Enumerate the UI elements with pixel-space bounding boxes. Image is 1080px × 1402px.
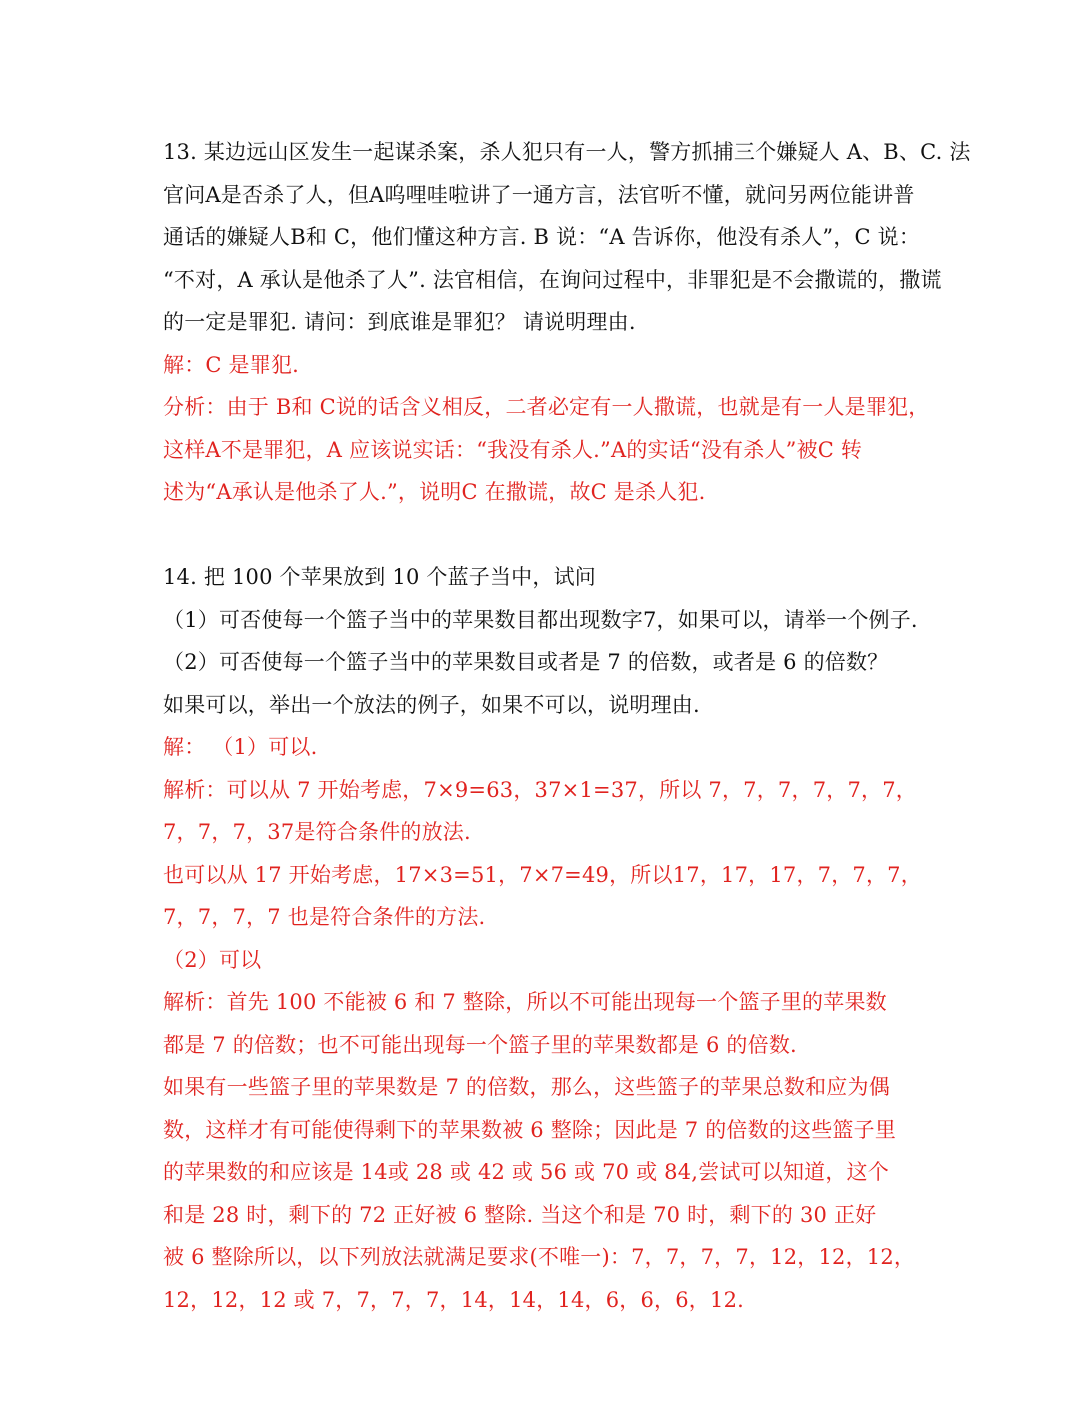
p14-answer-line-6: （2）可以: [163, 948, 262, 972]
p14-answer-line-12: 和是 28 时，剩下的 72 正好被 6 整除. 当这个和是 70 时，剩下的 30 正好: [163, 1203, 877, 1227]
p14-answer-line-10: 数，这样才有可能使得剩下的苹果数被 6 整除；因此是 7 的倍数的这些篮子里: [163, 1118, 897, 1142]
p13-answer: 解：C 是罪犯.: [163, 353, 300, 377]
p14-answer-line-4: 也可以从 17 开始考虑，17×3=51，7×7=49，所以17，17，17，7，7，7，: [163, 863, 922, 887]
p14-answer-line-7: 解析：首先 100 不能被 6 和 7 整除，所以不可能出现每一个篮子里的苹果数: [163, 990, 887, 1014]
p13-analysis-line-1: 分析：由于 B和 C说的话含义相反，二者必定有一人撒谎，也就是有一人是罪犯，: [163, 395, 930, 419]
p14-answer-line-14: 12，12，12 或 7，7，7，7，14，14，14，6，6，6，12.: [163, 1288, 745, 1312]
p13-question-line-3: 通话的嫌疑人B和 C，他们懂这种方言. B 说：“A 告诉你，他没有杀人”，C 说：: [163, 225, 921, 249]
p13-question-line-2: 官问A是否杀了人，但A呜哩哇啦讲了一通方言，法官听不懂，就问另两位能讲普: [163, 183, 915, 207]
p14-answer-line-5: 7，7，7，7 也是符合条件的方法.: [163, 905, 486, 929]
p14-question-line-4: 如果可以，举出一个放法的例子，如果不可以，说明理由.: [163, 693, 700, 717]
p14-answer-line-8: 都是 7 的倍数；也不可能出现每一个篮子里的苹果数都是 6 的倍数.: [163, 1033, 797, 1057]
p13-analysis-line-3: 述为“A承认是他杀了人.”，说明C 在撒谎，故C 是杀人犯.: [163, 480, 706, 504]
p14-answer-line-1: 解： （1）可以.: [163, 735, 318, 759]
p13-analysis-line-2: 这样A不是罪犯，A 应该说实话：“我没有杀人.”A的实话“没有杀人”被C 转: [163, 438, 863, 462]
p14-question-line-1: 14. 把 100 个苹果放到 10 个蓝子当中，试问: [163, 565, 596, 589]
p14-question-line-2: （1）可否使每一个篮子当中的苹果数目都出现数字7，如果可以，请举一个例子.: [163, 608, 918, 632]
p14-answer-line-3: 7，7，7，37是符合条件的放法.: [163, 820, 471, 844]
p13-question-line-1: 13. 某边远山区发生一起谋杀案，杀人犯只有一人，警方抓捕三个嫌疑人 A、B、C. 法: [163, 140, 971, 164]
p14-answer-line-2: 解析：可以从 7 开始考虑，7×9=63，37×1=37，所以 7，7，7，7，7，7，: [163, 778, 917, 802]
p14-answer-line-9: 如果有一些篮子里的苹果数是 7 的倍数，那么，这些篮子的苹果总数和应为偶: [163, 1075, 890, 1099]
p14-question-line-3: （2）可否使每一个篮子当中的苹果数目或者是 7 的倍数，或者是 6 的倍数？: [163, 650, 889, 674]
p14-answer-line-13: 被 6 整除所以，以下列放法就满足要求(不唯一)：7，7，7，7，12，12，12，: [163, 1245, 916, 1269]
p13-question-line-5: 的一定是罪犯. 请问：到底谁是罪犯？ 请说明理由.: [163, 310, 636, 334]
p13-question-line-4: “不对，A 承认是他杀了人”. 法官相信，在询问过程中，非罪犯是不会撒谎的，撒谎: [163, 268, 942, 292]
p14-answer-line-11: 的苹果数的和应该是 14或 28 或 42 或 56 或 70 或 84,尝试可以知道，这个: [163, 1160, 889, 1184]
